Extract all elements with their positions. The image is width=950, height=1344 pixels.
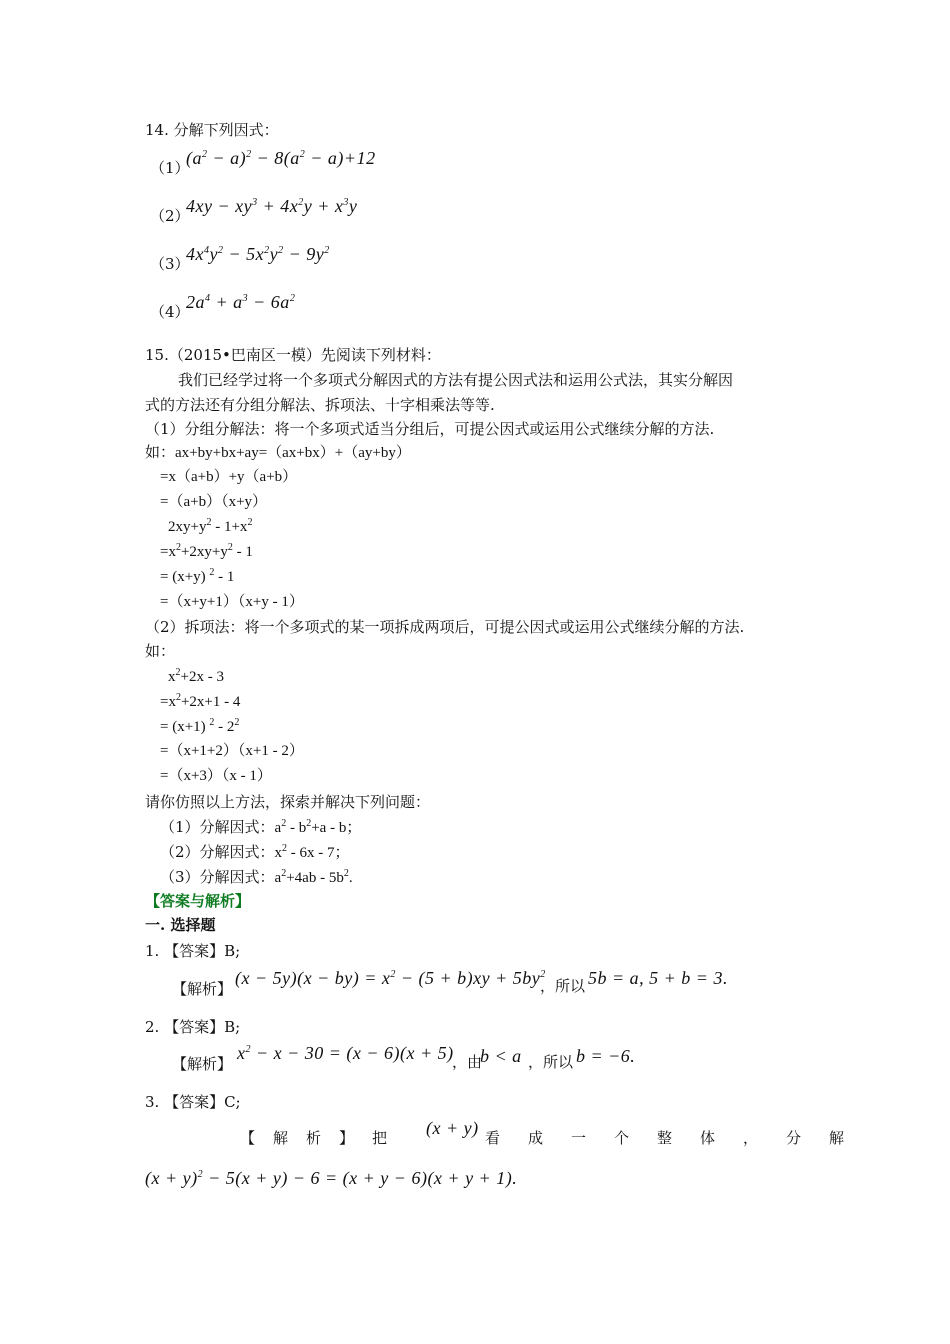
answer-3: 3. 【答案】C; <box>145 1093 241 1111</box>
section-heading: 一. 选择题 <box>145 916 216 934</box>
q15-example-3-line-5: =（x+3）（x - 1） <box>160 768 272 784</box>
q15-example-3-line-2: $=x^2+2x+1 - 4$ <box>160 692 241 710</box>
answer-3-analysis-label: 【解析】把 <box>240 1129 406 1147</box>
q15-task-3: （3）分解因式：$a^2+4ab - 5b^2$. <box>160 868 353 886</box>
q14-item-4-label: （4） <box>150 303 190 321</box>
answer-1-expr: $(x - 5y)(x - by) = x^2 - (5 + b)xy + 5by^2$ <box>235 968 546 988</box>
q14-item-1-expr: $(a^2 - a)^2 - 8(a^2 - a)+12$ <box>186 148 376 168</box>
answer-2: 2. 【答案】B; <box>145 1018 241 1036</box>
q15-example-3-line-1: $x^2+2x - 3$ <box>168 667 224 685</box>
answer-2-condition: b < a <box>480 1046 522 1066</box>
q14-item-4-expr: $2a^4 + a^3 - 6a^2$ <box>186 292 296 312</box>
q15-example-2-line-4: =（x+y+1）（x+y - 1） <box>160 594 304 610</box>
q14-item-2-expr: $4xy - xy^3 + 4x^2y + x^3y$ <box>186 196 358 216</box>
q15-example-3-line-4: =（x+1+2）（x+1 - 2） <box>160 743 304 759</box>
q15-example-label: 如： <box>145 642 176 660</box>
answers-heading: 【答案与解析】 <box>145 892 251 910</box>
q15-method-2: （2）拆项法：将一个多项式的某一项拆成两项后，可提公因式或运用公式继续分解的方法. <box>145 618 745 636</box>
q14-item-3-expr: $4x^4y^2 - 5x^2y^2 - 9y^2$ <box>186 244 330 264</box>
q15-method-1: （1）分组分解法：将一个多项式适当分组后，可提公因式或运用公式继续分解的方法. <box>145 420 715 438</box>
answer-1-analysis-label: 【解析】 <box>172 980 233 998</box>
q15-task-intro: 请你仿照以上方法，探索并解决下列问题： <box>145 793 431 811</box>
q15-task-1: （1）分解因式：$a^2 - b^2+a - b$； <box>160 818 362 836</box>
q15-example-1-line-1: 如：ax+by+bx+ay=（ax+bx）+（ay+by） <box>145 445 411 461</box>
answer-2-by-text: ，由 <box>452 1053 483 1071</box>
q15-example-2-line-3: = (x+y) $^2$ - 1 <box>160 567 235 585</box>
answer-2-result: b = −6. <box>576 1046 636 1066</box>
answer-1-conclusion-expr: 5b = a, 5 + b = 3. <box>588 968 728 988</box>
q15-title: 15.（2015•巴南区一模）先阅读下列材料： <box>145 346 441 364</box>
answer-2-expr: $x^2 - x - 30 = (x - 6)(x + 5)$ <box>237 1043 454 1063</box>
q14-item-2-label: （2） <box>150 207 190 225</box>
q14-item-3-label: （3） <box>150 255 190 273</box>
q15-intro-line-1: 我们已经学过将一个多项式分解因式的方法有提公因式法和运用公式法，其实分解因 <box>178 371 734 389</box>
q14-title: 14. 分解下列因式： <box>145 121 279 139</box>
q15-intro-line-2: 式的方法还有分组分解法、拆项法、十字相乘法等等. <box>145 396 495 414</box>
answer-1-conclusion-text: ，所以 <box>540 977 586 995</box>
answer-1: 1. 【答案】B; <box>145 942 241 960</box>
q15-example-3-line-3: = (x+1) $^2 - 2^2$ <box>160 717 240 735</box>
answer-2-analysis-label: 【解析】 <box>172 1055 233 1073</box>
answer-3-analysis-text: 看成一个整体，分解 <box>485 1129 873 1147</box>
answer-3-group-expr: (x + y) <box>426 1118 479 1138</box>
q15-example-1-line-2: =x（a+b）+y（a+b） <box>160 469 298 485</box>
answer-2-so-text: ，所以 <box>528 1053 574 1071</box>
q14-item-1-label: （1） <box>150 159 190 177</box>
q15-example-1-line-3: =（a+b）（x+y） <box>160 494 268 510</box>
q15-task-2: （2）分解因式：$x^2 - 6x - 7$； <box>160 843 350 861</box>
answer-3-expr: $(x + y)^2 - 5(x + y) - 6 = (x + y - 6)(x + y + 1)$. <box>145 1168 518 1188</box>
q15-example-2-line-2: $=x^2+2xy+y^2 - 1$ <box>160 542 253 560</box>
q15-example-2-line-1: $2xy+y^2 - 1+x^2$ <box>168 517 253 535</box>
